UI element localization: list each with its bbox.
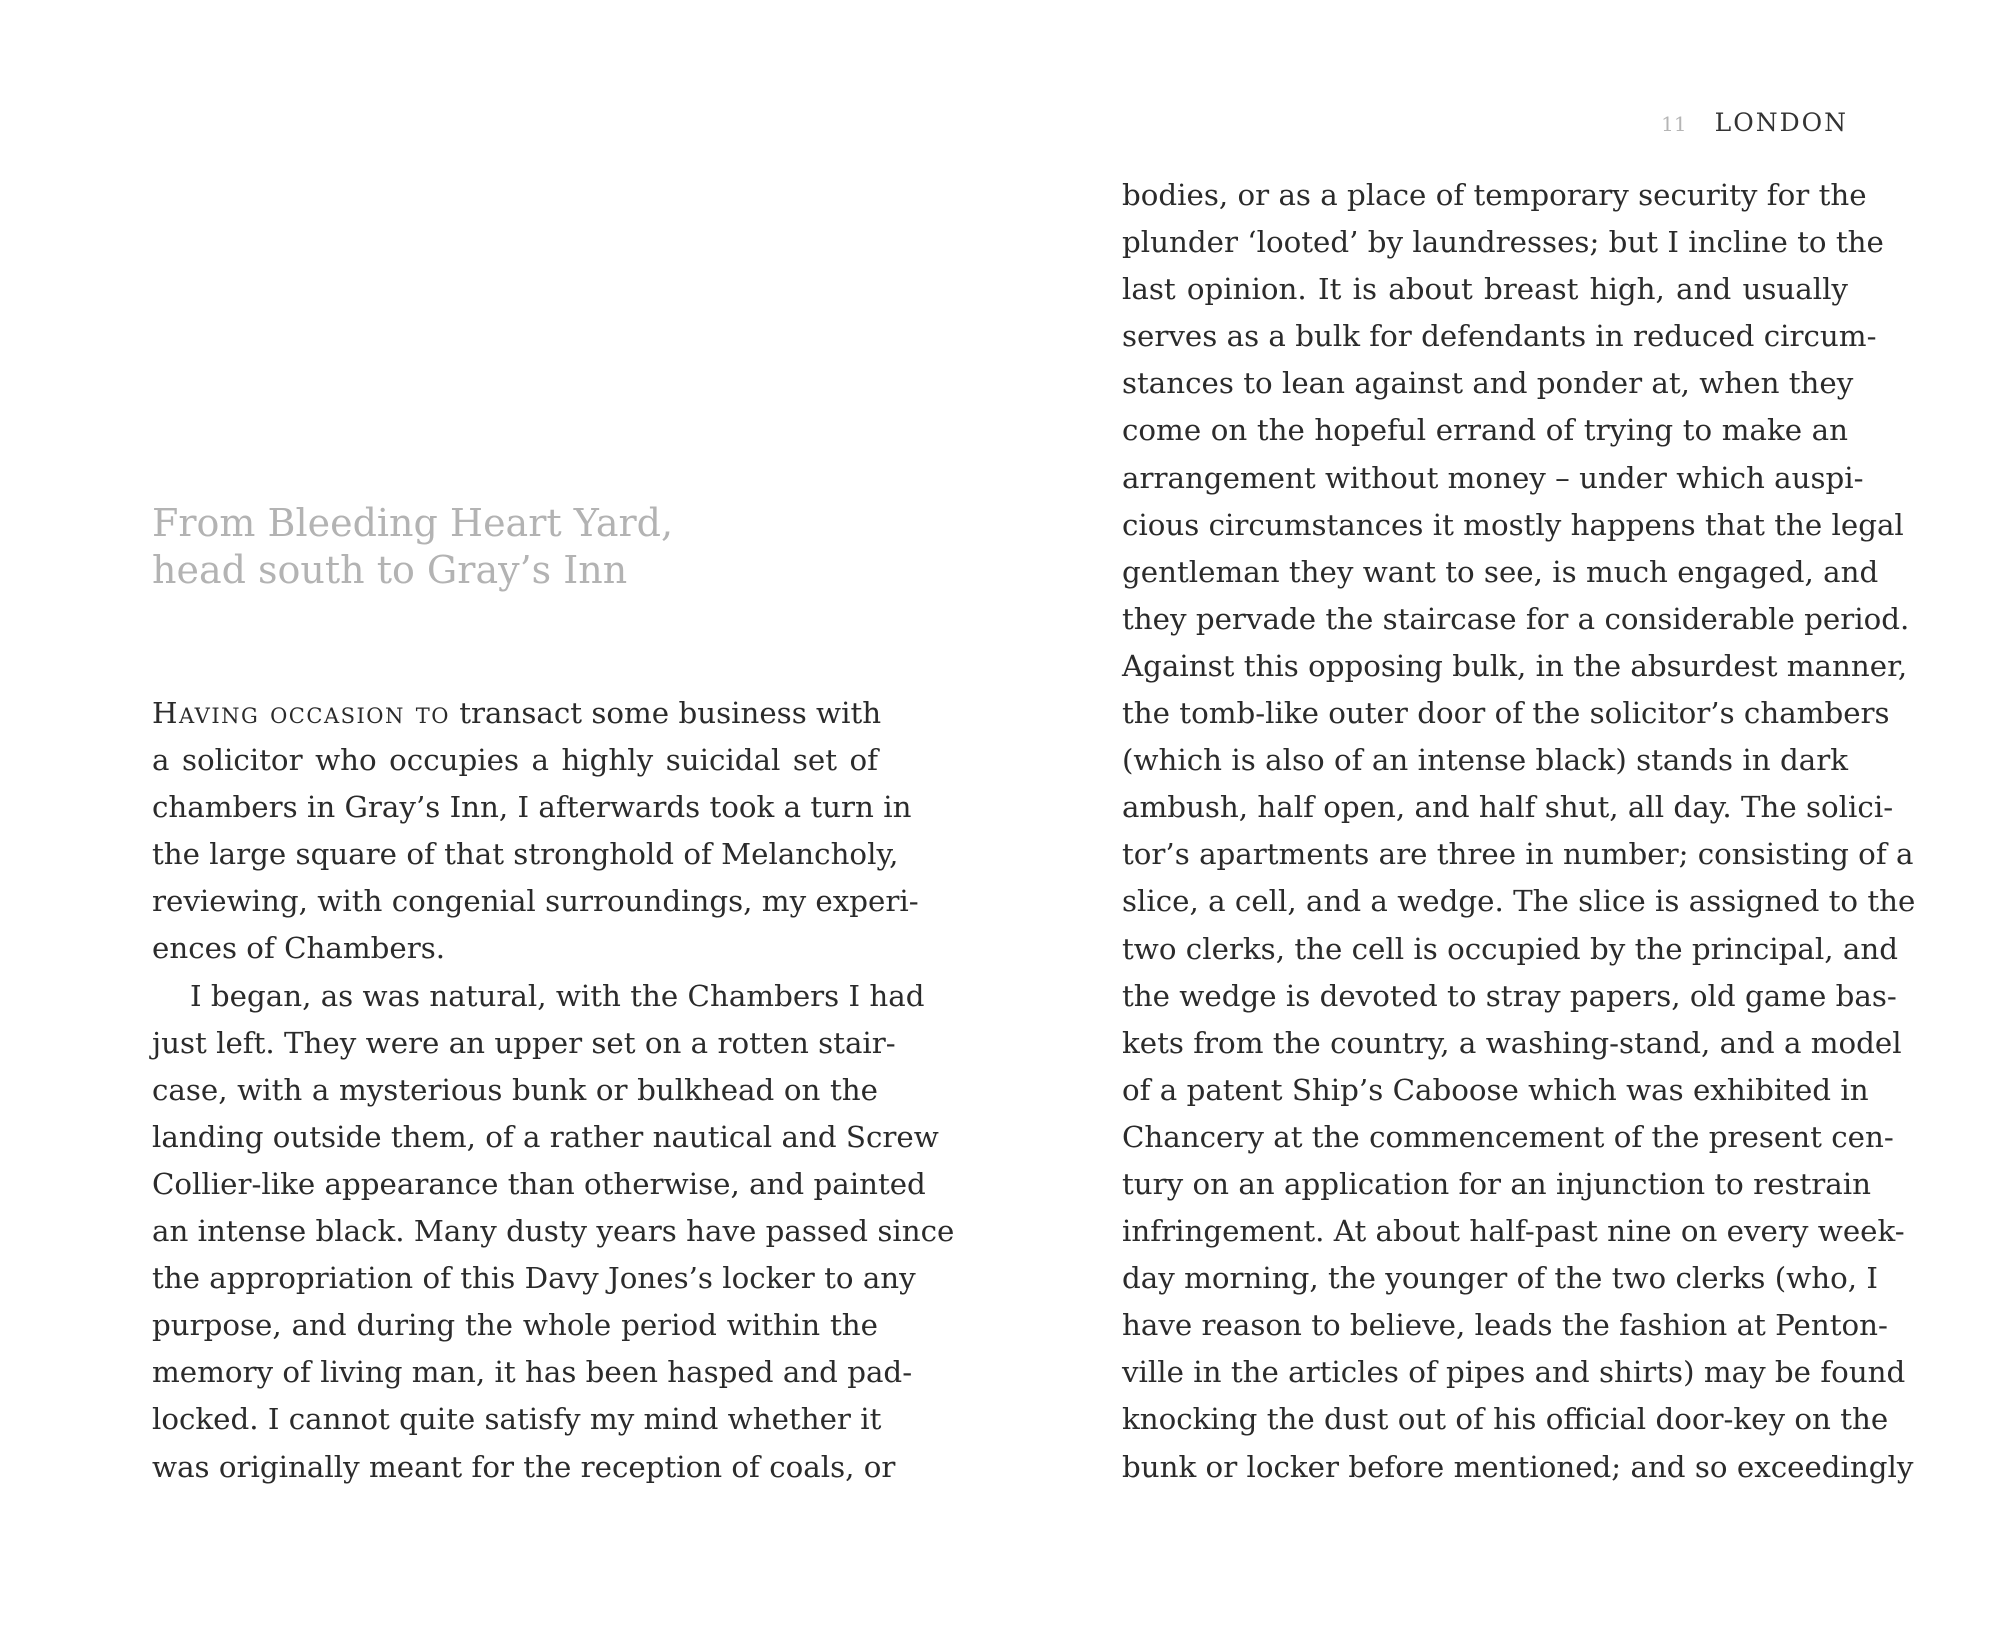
running-head-title: LONDON — [1714, 108, 1848, 137]
text-line: I began, as was natural, with the Chambers I had — [190, 978, 925, 1013]
text-line: have reason to believe, leads the fashion at Penton- — [1122, 1308, 1888, 1343]
text-line: Against this opposing bulk, in the absurdest manner, — [1122, 648, 1908, 683]
right-page — [1000, 0, 2000, 1625]
text-line: Collier-like appearance than otherwise, and painted — [152, 1166, 926, 1201]
text-line: bodies, or as a place of temporary security for the — [1122, 178, 1867, 212]
text-line: last opinion. It is about breast high, and usually — [1122, 272, 1848, 307]
text-line: ences of Chambers. — [152, 931, 446, 966]
page-number: 11 — [1661, 112, 1687, 136]
text-line: just left. They were an upper set on a rotten stair- — [152, 1025, 896, 1060]
text-line: was originally meant for the reception of coals, or — [152, 1449, 896, 1484]
text-line: day morning, the younger of the two clerks (who, I — [1122, 1261, 1878, 1296]
section-heading-line: head south to Gray’s Inn — [152, 548, 628, 592]
text-line: they pervade the staircase for a considerable period. — [1122, 601, 1910, 636]
text-line: bunk or locker before mentioned; and so exceedingly — [1122, 1449, 1914, 1484]
text-line: landing outside them, of a rather nautical and Screw — [152, 1119, 939, 1154]
text-line: arrangement without money – under which auspi- — [1122, 460, 1864, 495]
section-heading-line: From Bleeding Heart Yard, — [152, 501, 674, 545]
text-line: memory of living man, it has been hasped and pad- — [152, 1355, 913, 1390]
running-head — [1661, 108, 1848, 137]
text-line: knocking the dust out of his official door-key on the — [1122, 1402, 1889, 1437]
text-line: (which is also of an intense black) stands in dark — [1122, 743, 1848, 778]
text-line: tor’s apartments are three in number; consisting of a — [1122, 837, 1914, 872]
text-line: the large square of that stronghold of Melancholy, — [152, 837, 899, 872]
text-line: purpose, and during the whole period within the — [152, 1308, 878, 1343]
text-line: stances to lean against and ponder at, when they — [1122, 366, 1854, 401]
text-line: kets from the country, a washing-stand, and a model — [1122, 1025, 1902, 1060]
text-line: Chancery at the commencement of the present cen- — [1122, 1119, 1894, 1154]
left-text-column — [152, 690, 955, 1491]
text-line: cious circumstances it mostly happens that the legal — [1122, 507, 1904, 542]
section-heading — [152, 500, 852, 594]
text-line: case, with a mysterious bunk or bulkhead on the — [152, 1072, 878, 1107]
small-caps-lead-in: Having occasion to — [152, 696, 450, 730]
right-text-column — [1122, 172, 1916, 1491]
text-line: serves as a bulk for defendants in reduced circum- — [1122, 319, 1877, 354]
text-line: tury on an application for an injunction to restrain — [1122, 1166, 1871, 1201]
text-line: come on the hopeful errand of trying to make an — [1122, 413, 1848, 448]
paragraph-opening-line — [152, 690, 882, 737]
text-line: a solicitor who occupies a highly suicidal set of — [152, 743, 878, 778]
text-line: reviewing, with congenial surroundings, my experi- — [152, 884, 919, 919]
text-line: plunder ‘looted’ by laundresses; but I incline to the — [1122, 225, 1884, 260]
text-line: of a patent Ship’s Caboose which was exhibited in — [1122, 1072, 1869, 1107]
text-line: the tomb-like outer door of the solicitor’s chambers — [1122, 696, 1890, 731]
text-line: infringement. At about half-past nine on every week- — [1122, 1214, 1905, 1249]
text-line: ville in the articles of pipes and shirts) may be found — [1122, 1355, 1906, 1390]
text-line: the wedge is devoted to stray papers, old game bas- — [1122, 978, 1897, 1013]
text-line: locked. I cannot quite satisfy my mind whether it — [152, 1402, 882, 1437]
text-line: two clerks, the cell is occupied by the principal, and — [1122, 931, 1898, 966]
opening-line-rest: transact some business with — [449, 696, 882, 730]
text-line: ambush, half open, and half shut, all day. The solici- — [1122, 790, 1894, 825]
text-line: gentleman they want to see, is much engaged, and — [1122, 554, 1879, 589]
text-line: slice, a cell, and a wedge. The slice is assigned to the — [1122, 884, 1916, 919]
text-line: the appropriation of this Davy Jones’s locker to any — [152, 1261, 916, 1296]
text-line: chambers in Gray’s Inn, I afterwards took a turn in — [152, 790, 912, 825]
text-line: an intense black. Many dusty years have passed since — [152, 1214, 955, 1249]
